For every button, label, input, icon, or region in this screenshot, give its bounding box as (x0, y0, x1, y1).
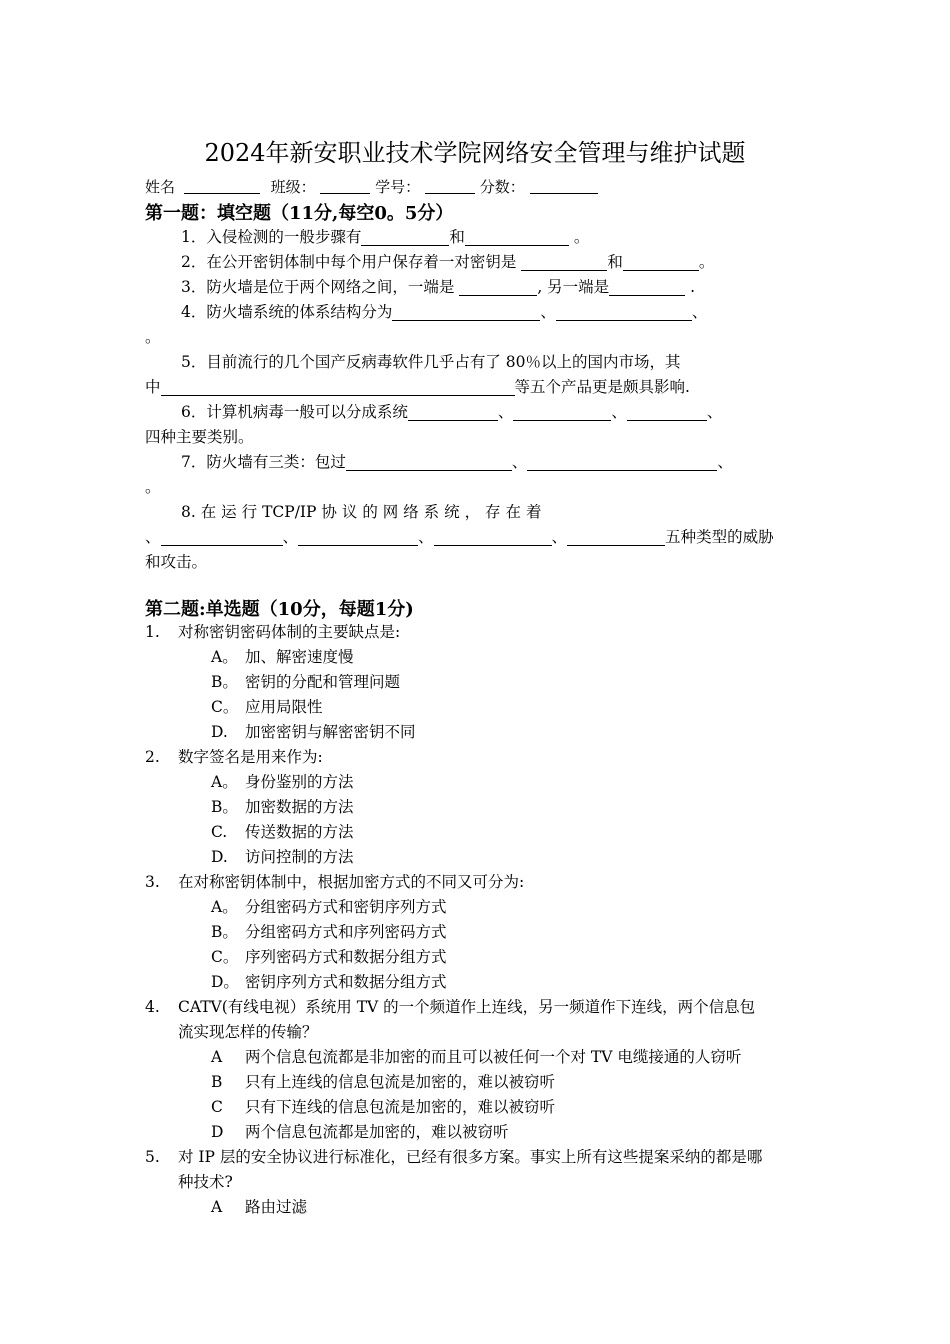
fill-blank (567, 529, 665, 546)
fill-blank (459, 279, 537, 296)
fill-q4-end: 。 (145, 328, 161, 346)
id-blank (425, 179, 475, 194)
mc-option: D. 加密密钥与解密密钥不同 (211, 723, 416, 741)
page-title: 2024年新安职业技术学院网络安全管理与维护试题 (204, 139, 746, 167)
mc-question-4: 4. CATV(有线电视）系统用 TV 的一个频道作上连线，另一频道作下连线，两个信息包 (145, 998, 756, 1016)
fill-q7-end: 。 (145, 478, 161, 496)
mc-question-4-cont: 流实现怎样的传输？ (178, 1023, 318, 1041)
fill-blank (465, 229, 569, 246)
fill-blank (627, 404, 707, 421)
fill-questions (145, 225, 807, 575)
fill-q7: 7．防火墙有三类：包过 、 、 (181, 453, 733, 471)
mc-option: C。 应用局限性 (211, 698, 323, 716)
id-label: 学号： (375, 178, 421, 196)
fill-q2: 2．在公开密钥体制中每个用户保存着一对密钥是 和 。 (181, 253, 715, 271)
fill-blank (392, 304, 540, 321)
fill-q8-line1: 8. 在 运 行 TCP/IP 协 议 的 网 络 系 统 ， 存 在 着 (181, 503, 542, 521)
name-blank (184, 179, 260, 194)
fill-blank (298, 529, 418, 546)
fill-blank (434, 529, 552, 546)
fill-blank (623, 254, 699, 271)
fill-q6: 6．计算机病毒一般可以分成系统 、 、 、 (181, 403, 723, 421)
mc-option: D。 密钥序列方式和数据分组方式 (211, 973, 447, 991)
fill-q5-line1: 5．目前流行的几个国产反病毒软件几乎占有了 80％以上的国内市场，其 (181, 353, 681, 371)
fill-q5-line2: 中 等五个产品更是颇具影响. (145, 378, 690, 396)
mc-question-3: 3. 在对称密钥体制中，根据加密方式的不同又可分为: (145, 873, 525, 891)
fill-q4: 4．防火墙系统的体系结构分为 、 、 (181, 303, 708, 321)
class-blank (320, 179, 370, 194)
score-label: 分数： (479, 178, 525, 196)
mc-option: D 两个信息包流都是加密的，难以被窃听 (211, 1123, 509, 1141)
fill-q1: 1．入侵检测的一般步骤有 和 。 (181, 228, 590, 246)
mc-option: B 只有上连线的信息包流是加密的，难以被窃听 (211, 1073, 556, 1091)
mc-question-5-cont: 种技术? (178, 1173, 233, 1191)
fill-blank (346, 454, 512, 471)
mc-option: A。 加、解密速度慢 (211, 648, 354, 666)
name-label: 姓名 (145, 178, 176, 196)
fill-q8-line3: 和攻击。 (145, 553, 208, 571)
fill-blank (408, 404, 498, 421)
mc-question-1: 1. 对称密钥密码体制的主要缺点是: (145, 623, 401, 641)
student-info-line (145, 176, 598, 197)
fill-blank (521, 254, 607, 271)
mc-option: A 两个信息包流都是非加密的而且可以被任何一个对 TV 电缆接通的人窃听 (211, 1048, 742, 1066)
fill-blank (609, 279, 685, 296)
fill-blank (513, 404, 611, 421)
mc-question-2: 2. 数字签名是用来作为: (145, 748, 323, 766)
mc-option: C. 传送数据的方法 (211, 823, 354, 841)
mc-option: B。 加密数据的方法 (211, 798, 354, 816)
fill-blank (527, 454, 717, 471)
mc-option: C 只有下连线的信息包流是加密的，难以被窃听 (211, 1098, 556, 1116)
mc-option: A。 身份鉴别的方法 (211, 773, 354, 791)
section2-heading: 第二题:单选题（10分，每题1分) (145, 599, 414, 620)
fill-blank (361, 229, 449, 246)
mc-option: C。 序列密码方式和数据分组方式 (211, 948, 447, 966)
mc-option: A 路由过滤 (211, 1198, 308, 1216)
fill-blank (556, 304, 692, 321)
fill-blank (161, 379, 515, 396)
mc-option: D. 访问控制的方法 (211, 848, 354, 866)
mc-option: B。 密钥的分配和管理问题 (211, 673, 401, 691)
score-blank (530, 179, 598, 194)
fill-q6-line2: 四种主要类别。 (145, 428, 254, 446)
mc-question-5: 5. 对 IP 层的安全协议进行标准化，已经有很多方案。事实上所有这些提案采纳的都是哪 (145, 1148, 763, 1166)
fill-blank (161, 529, 283, 546)
mc-option: B。 分组密码方式和序列密码方式 (211, 923, 447, 941)
fill-q8-line2: 、 、 、 、 五种类型的威胁 (145, 528, 774, 546)
fill-q3: 3．防火墙是位于两个网络之间，一端是 , 另一端是 . (181, 278, 696, 296)
section1-heading: 第一题：填空题（11分,每空0。5分） (145, 203, 454, 224)
mc-option: A。 分组密码方式和密钥序列方式 (211, 898, 447, 916)
class-label: 班级： (270, 178, 316, 196)
